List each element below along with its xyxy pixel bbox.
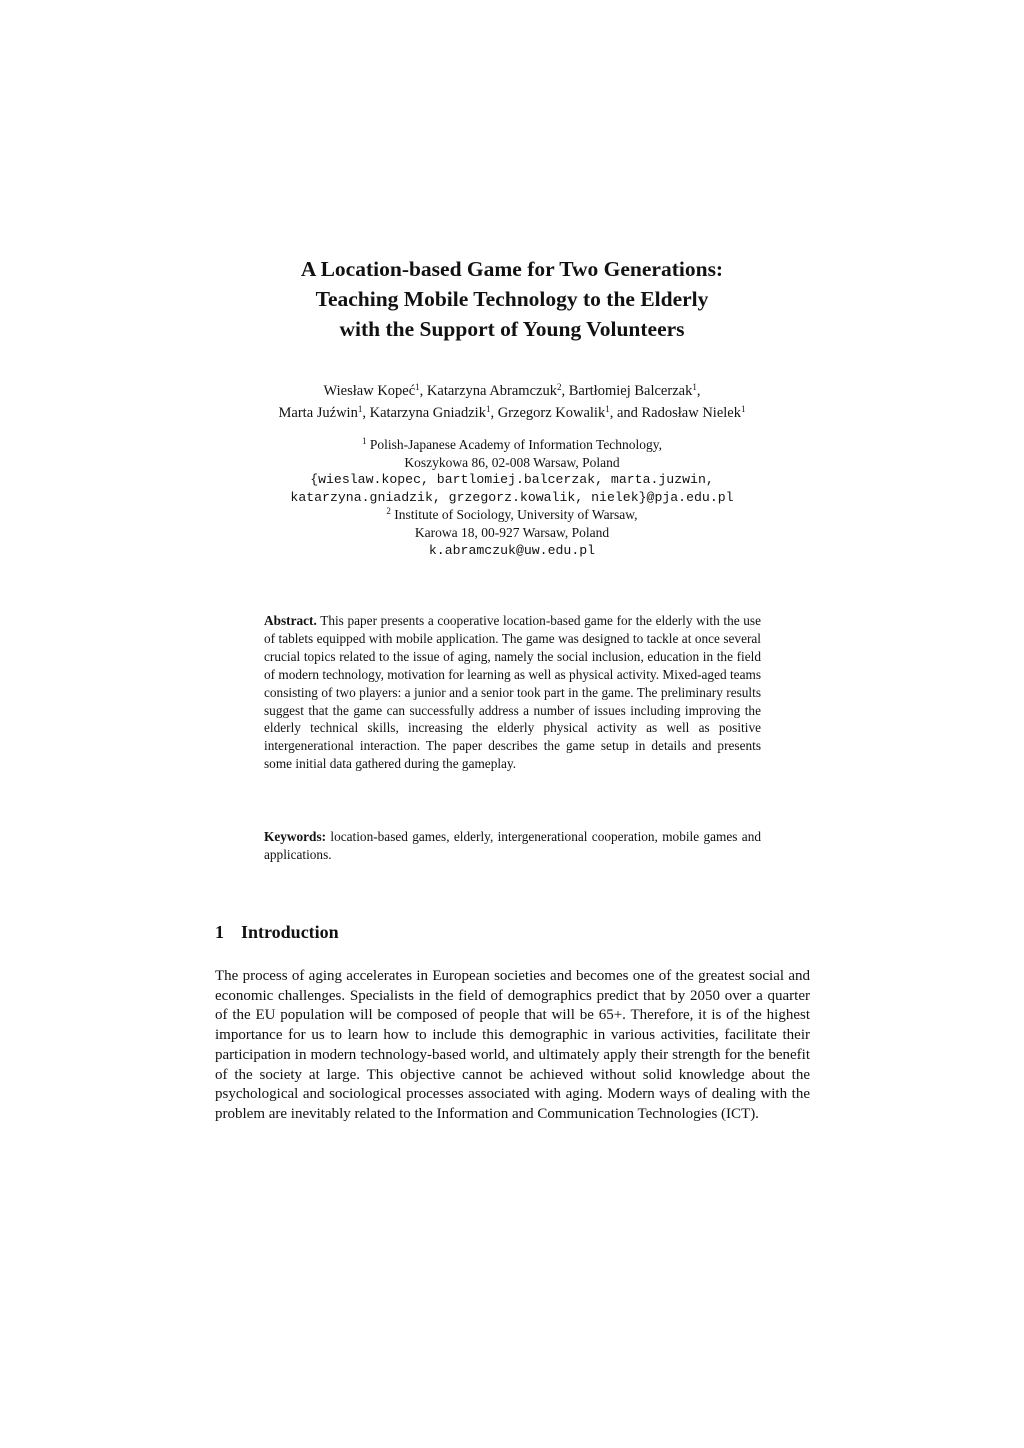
abstract-text: This paper presents a cooperative location-based game for the elderly with the use of tablets equipped with mobile application. The game was designed to tackle at once several crucial topics related to the issue of aging, namely the social inclusion, education in the field of modern technology, motivation for learning as well as physical activity. Mixed-aged teams consisting of two players: a junior and a senior took part in the game. The preliminary results suggest that the game can successfully address a number of issues including improving the elderly technical skills, increasing the elderly physical activity as well as positive intergenerational interaction. The paper describes the game setup in details and presents some initial data gathered during the gameplay. xyxy=(264,613,761,772)
author-affiliation-mark: 1 xyxy=(485,404,491,414)
author-affiliation-mark: 1 xyxy=(605,404,610,414)
keywords-paragraph xyxy=(264,828,761,864)
author-affiliation-mark: 1 xyxy=(692,382,697,392)
section-number: 1 xyxy=(215,922,224,942)
title-line-3: with the Support of Young Volunteers xyxy=(339,317,685,341)
author-name: Marta Juźwin xyxy=(278,405,358,421)
abstract-label: Abstract. xyxy=(264,613,317,628)
author-name: Katarzyna Gniadzik xyxy=(369,405,486,421)
affiliation-2-email: k.abramczuk@uw.edu.pl xyxy=(428,542,596,558)
affiliation-number: 1 xyxy=(361,436,367,446)
author-name: Bartłomiej Balcerzak xyxy=(568,383,693,399)
affiliation-1-address: Koszykowa 86, 02-008 Warsaw, Poland xyxy=(404,454,620,470)
affiliation-2-address: Karowa 18, 00-927 Warsaw, Poland xyxy=(414,524,610,540)
author-affiliation-mark: 1 xyxy=(357,404,363,414)
author-list xyxy=(150,380,874,424)
author-name: Wiesław Kopeć xyxy=(323,383,416,399)
author-name: Grzegorz Kowalik xyxy=(497,405,606,421)
affiliation-1-emails-line-2: katarzyna.gniadzik, grzegorz.kowalik, nielek}@pja.edu.pl xyxy=(290,489,734,505)
abstract xyxy=(264,612,761,773)
author-line-2: Marta Juźwin$^1$, Katarzyna Gniadzik$^1$, Grzegorz Kowalik$^1$, and Radosław Nielek$^1$ xyxy=(278,404,746,421)
introduction-paragraph: The process of aging accelerates in European societies and becomes one of the greatest social and economic challenges. Specialists in the field of demographics predict that by 2050 over a quarter of the EU population will be composed of people that will be 65+. Therefore, it is of the highest importance for us to learn how to include this demographic in various activities, facilitate their participation in modern technology-based world, and ultimately apply their strength for the benefit of the society at large. This objective cannot be achieved without solid knowledge about the psychological and sociological processes associated with aging. Modern ways of dealing with the problem are inevitably related to the Information and Communication Technologies (ICT). xyxy=(215,968,810,1122)
affiliations xyxy=(150,436,874,559)
affiliation-1-name: $^1$ Polish-Japanese Academy of Information Technology, xyxy=(361,436,663,452)
title-line-2: Teaching Mobile Technology to the Elderly xyxy=(315,287,709,311)
affiliation-1-emails-line-1: {wieslaw.kopec, bartlomiej.balcerzak, marta.juzwin, xyxy=(310,472,714,488)
keywords-label: Keywords: xyxy=(264,829,327,844)
author-name: Katarzyna Abramczuk xyxy=(426,383,557,399)
paper-title xyxy=(200,254,824,344)
author-line-1: Wiesław Kopeć$^1$, Katarzyna Abramczuk$^2$, Bartłomiej Balcerzak$^1$, xyxy=(323,382,701,399)
keywords xyxy=(264,828,761,864)
author-affiliation-mark: 2 xyxy=(556,382,562,392)
affiliation-2-name: $^2$ Institute of Sociology, University of Warsaw, xyxy=(386,506,638,523)
section-title: Introduction xyxy=(241,922,339,942)
section-heading-introduction xyxy=(215,920,339,944)
introduction-body xyxy=(215,967,810,1125)
author-affiliation-mark: 1 xyxy=(740,404,746,414)
author-name: and Radosław Nielek xyxy=(616,405,741,421)
author-affiliation-mark: 1 xyxy=(415,382,420,392)
title-line-1: A Location-based Game for Two Generations: xyxy=(300,257,724,281)
abstract-paragraph xyxy=(264,612,761,773)
affiliation-number: 2 xyxy=(386,506,391,517)
keywords-text: location-based games, elderly, intergenerational cooperation, mobile games and applications. xyxy=(264,829,761,862)
